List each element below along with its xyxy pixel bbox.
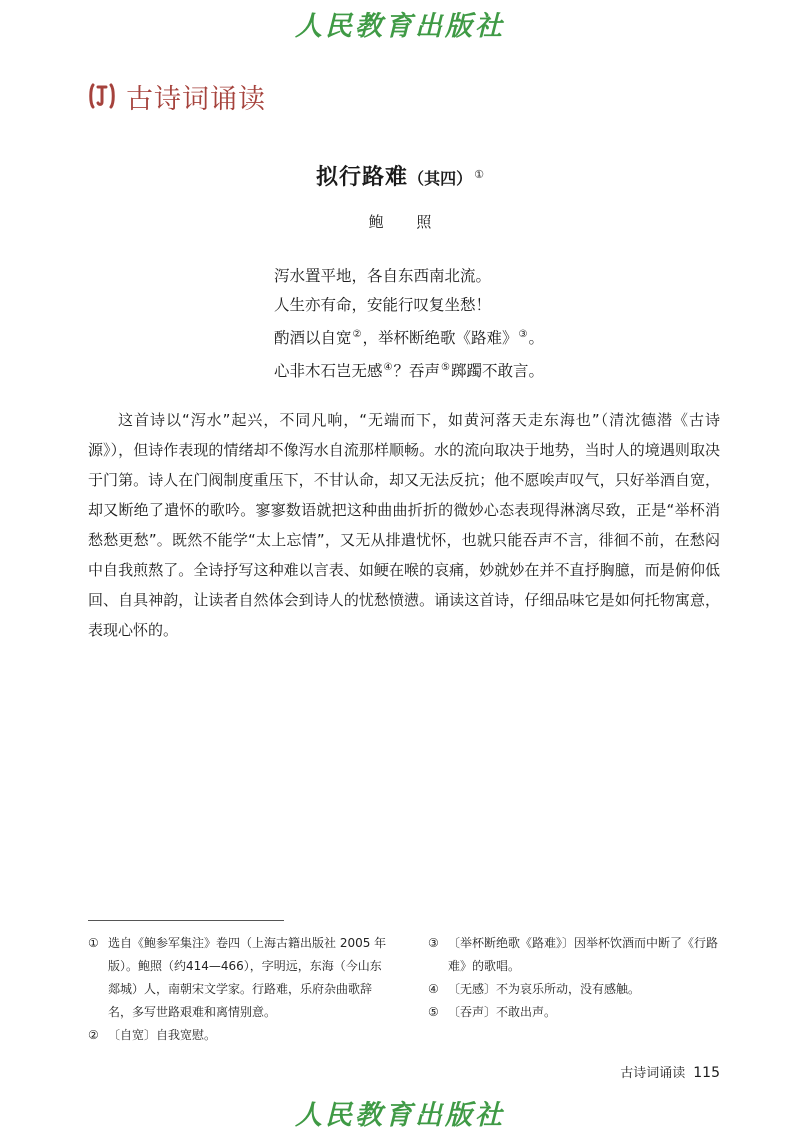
section-header xyxy=(88,78,266,114)
poem-title-main: 拟行路难 xyxy=(316,165,409,190)
verse-text: 泻水置平地，各自东西南北流。 xyxy=(274,267,492,285)
footnote-number: ① xyxy=(88,936,99,950)
scroll-seal-icon xyxy=(88,81,116,111)
commentary xyxy=(88,405,720,645)
footnote-number: ④ xyxy=(428,982,439,996)
page-number: 115 xyxy=(693,1065,720,1081)
footnote-divider xyxy=(88,920,284,921)
poem-title-subtitle: （其四） xyxy=(408,169,473,188)
verse-line xyxy=(274,353,544,386)
footnotes-right xyxy=(428,932,728,1024)
footnote-text: 〔举杯断绝歌《路难》〕因举杯饮酒而中断了《行路难》的歌唱。 xyxy=(448,936,719,973)
commentary-paragraph: 这首诗以“泻水”起兴，不同凡响，“无端而下，如黄河落天走东海也”（清沈德潜《古诗源》），但诗作表现的情绪却不像泻水自流那样顺畅。水的流向取决于地势，当时人的境遇则取决于门第。诗人在门阀制度重压下，不甘认命，却又无法反抗；他不愿唉声叹气，只好举酒自宽，却又断绝了遣怀的歌吟。寥寥数语就把这种曲曲折折的微妙心态表现得淋漓尽致，正是“举杯消愁愁更愁”。既然不能学“太上忘情”，又无从排遣忧怀，也就只能吞声不言，徘徊不前，在愁闷中自我煎熬了。全诗抒写这种难以言表、如鲠在喉的哀痛，妙就妙在并不直抒胸臆，而是俯仰低回、自具神韵，让读者自然体会到诗人的忧愁愤懑。诵读这首诗，仔细品味它是如何托物寓意，表现心怀的。 xyxy=(88,411,720,639)
publisher-logo-bottom: 人民教育出版社 xyxy=(295,1100,505,1131)
verse-text: 人生亦有命，安能行叹复坐愁！ xyxy=(274,296,492,314)
poem-title xyxy=(0,160,800,191)
verse-text: 酌酒以自宽 xyxy=(274,329,352,348)
footnotes-left xyxy=(88,932,388,1047)
footnote-item xyxy=(88,1024,388,1047)
publisher-logo-top: 人民教育出版社 xyxy=(295,11,505,42)
footnote-number: ⑤ xyxy=(428,1005,439,1019)
footnote-item xyxy=(428,932,728,978)
verse-text: ？吞声 xyxy=(393,362,440,381)
footnote-mark: ② xyxy=(352,329,362,340)
footnote-item xyxy=(428,1001,728,1024)
footnote-text: 〔无感〕不为哀乐所动，没有感触。 xyxy=(448,982,641,996)
verse-text: 。 xyxy=(528,329,544,348)
footnote-item xyxy=(88,932,388,1024)
footnote-text: 选自《鲍参军集注》卷四（上海古籍出版社 2005 年版）。鲍照（约414—466），字明远，东海（今山东郯城）人，南朝宋文学家。行路难，乐府杂曲歌辞名，多写世路艰难和离情别意。 xyxy=(108,936,387,1019)
footnote-number: ③ xyxy=(428,936,439,950)
footnote-text: 〔自宽〕自我宽慰。 xyxy=(108,1028,217,1042)
verse-line xyxy=(274,262,544,291)
verse-line xyxy=(274,291,544,320)
footnote-number: ② xyxy=(88,1028,99,1042)
footnote-mark: ③ xyxy=(518,329,528,340)
verse-line xyxy=(274,320,544,353)
page-footer xyxy=(620,1062,720,1081)
footnote-text: 〔吞声〕不敢出声。 xyxy=(448,1005,557,1019)
section-title: 古诗词诵读 xyxy=(126,83,266,115)
poem-author: 鲍 照 xyxy=(368,213,446,231)
verse-text: 踯躅不敢言。 xyxy=(450,362,544,381)
running-footer-label: 古诗词诵读 xyxy=(620,1066,686,1081)
verse-text: ，举杯断绝歌《路难》 xyxy=(362,329,518,348)
verse-text: 心非木石岂无感 xyxy=(274,362,383,381)
poem-verse xyxy=(274,262,544,386)
footnote-mark: ④ xyxy=(383,362,393,374)
footnote-item xyxy=(428,978,728,1001)
footnote-mark: ⑤ xyxy=(441,362,450,374)
poem-title-footnote-mark: ① xyxy=(474,167,484,181)
